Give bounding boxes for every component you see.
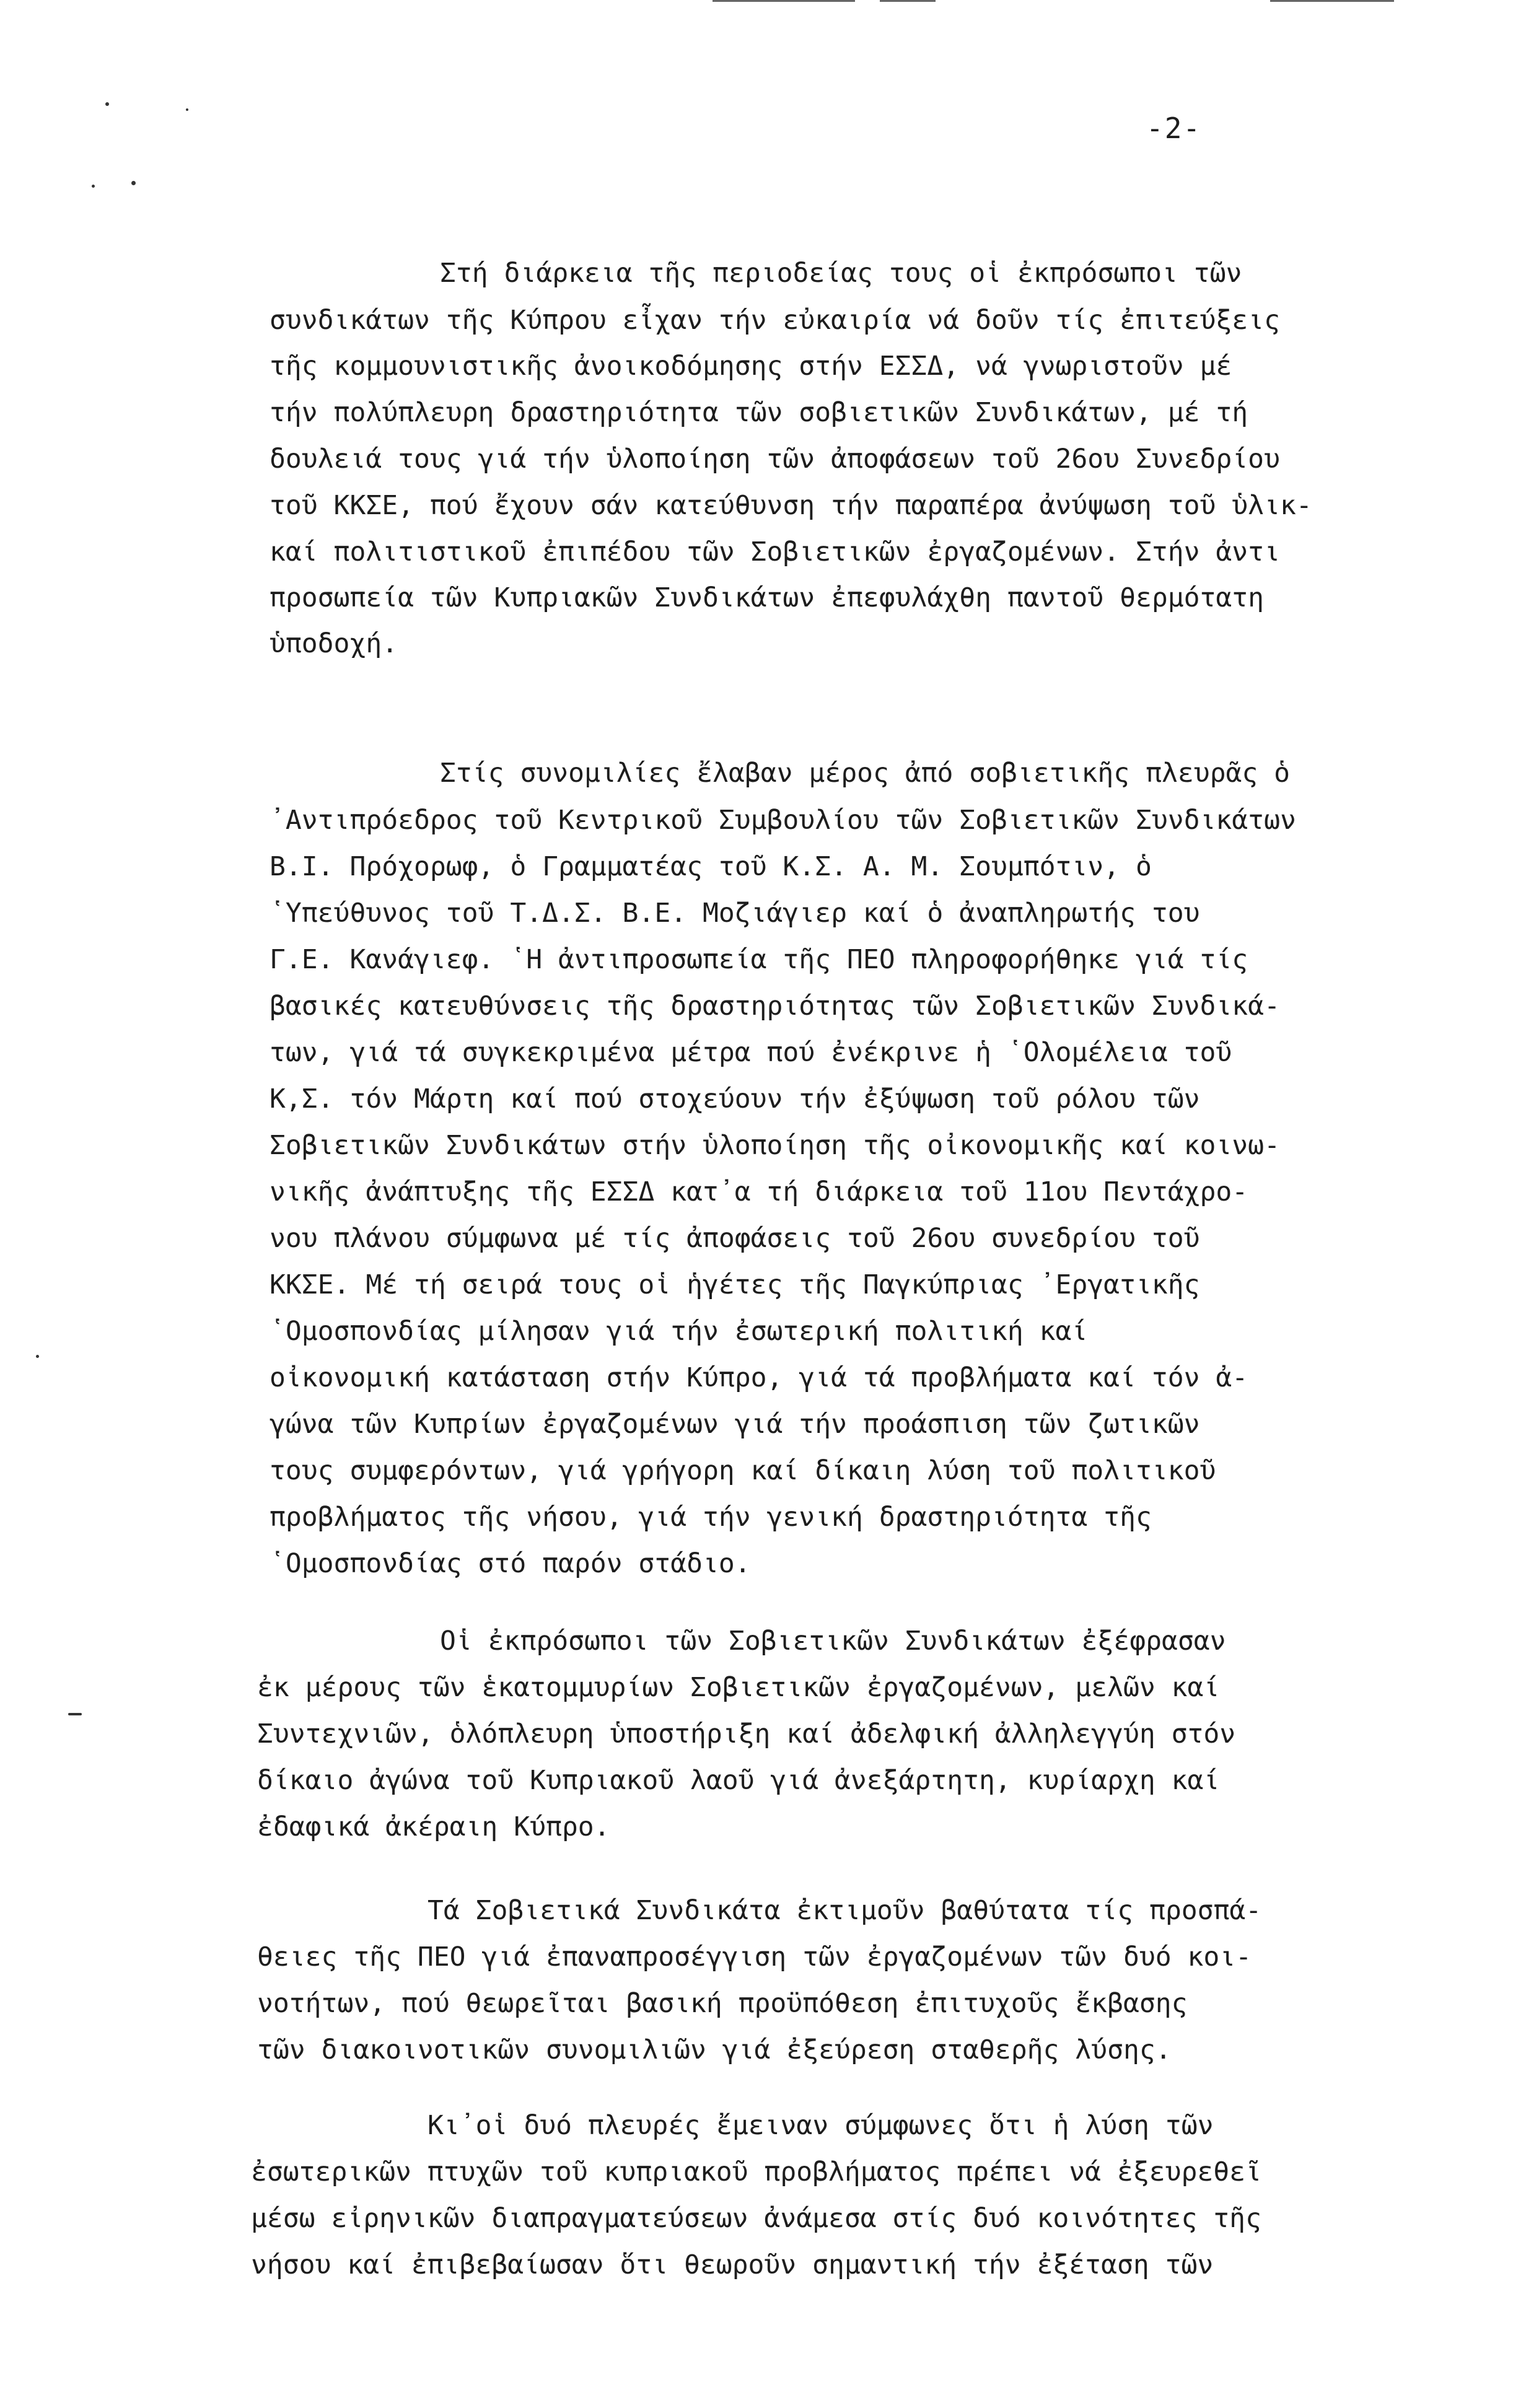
text-line: Γ.Ε. Κανάγιεφ. ῾Η ἀντιπροσωπεία τῆς ΠΕΟ πληροφορήθηκε γιά τίς — [270, 944, 1248, 975]
scan-speck — [105, 102, 109, 106]
page-number: -2- — [1146, 112, 1202, 145]
text-line: ᾿Αντιπρόεδρος τοῦ Κεντρικοῦ Συμβουλίου τῶν Σοβιετικῶν Συνδικάτων — [270, 805, 1296, 836]
text-line: Συντεχνιῶν, ὁλόπλευρη ὑποστήριξη καί ἀδελφική ἀλληλεγγύη στόν — [257, 1718, 1236, 1749]
scan-edge-mark — [880, 0, 936, 2]
text-line: δίκαιο ἀγώνα τοῦ Κυπριακοῦ λαοῦ γιά ἀνεξάρτητη, κυρίαρχη καί — [257, 1765, 1220, 1796]
text-line: ὑποδοχή. — [270, 628, 398, 659]
text-line: προβλήματος τῆς νήσου, γιά τήν γενική δραστηριότητα τῆς — [270, 1502, 1152, 1533]
text-line: τοῦ ΚΚΣΕ, πού ἔχουν σάν κατεύθυνση τήν παραπέρα ἀνύψωση τοῦ ὑλικ- — [270, 490, 1312, 521]
text-line: Β.Ι. Πρόχορωφ, ὁ Γραμματέας τοῦ Κ.Σ. Α. Μ. Σουμπότιν, ὁ — [270, 851, 1152, 882]
text-line: τῶν διακοινοτικῶν συνομιλιῶν γιά ἐξεύρεση σταθερῆς λύσης. — [257, 2034, 1172, 2065]
text-line: ἐδαφικά ἀκέραιη Κύπρο. — [257, 1811, 610, 1842]
text-line: βασικές κατευθύνσεις τῆς δραστηριότητας τῶν Σοβιετικῶν Συνδικά- — [270, 991, 1280, 1022]
text-line: των, γιά τά συγκεκριμένα μέτρα πού ἐνέκρινε ἡ ῾Ολομέλεια τοῦ — [270, 1037, 1232, 1068]
text-line: ἐκ μέρους τῶν ἑκατομμυρίων Σοβιετικῶν ἐργαζομένων, μελῶν καί — [257, 1672, 1220, 1703]
text-line: γώνα τῶν Κυπρίων ἐργαζομένων γιά τήν προάσπιση τῶν ζωτικῶν — [270, 1409, 1200, 1440]
text-line: καί πολιτιστικοῦ ἐπιπέδου τῶν Σοβιετικῶν ἐργαζομένων. Στήν ἀντι — [270, 536, 1280, 567]
text-line: ῾Ομοσπονδίας στό παρόν στάδιο. — [270, 1548, 751, 1579]
text-line: ῾Ομοσπονδίας μίλησαν γιά τήν ἐσωτερική πολιτική καί — [270, 1316, 1088, 1347]
scan-edge-mark — [713, 0, 855, 2]
text-line: μέσω εἰρηνικῶν διαπραγματεύσεων ἀνάμεσα στίς δυό κοινότητες τῆς — [251, 2203, 1261, 2234]
scan-speck — [36, 1355, 39, 1358]
text-line: συνδικάτων τῆς Κύπρου εἶχαν τήν εὐκαιρία νά δοῦν τίς ἐπιτεύξεις — [270, 305, 1280, 336]
text-line: νοτήτων, πού θεωρεῖται βασική προϋπόθεση ἐπιτυχοῦς ἔκβασης — [257, 1988, 1188, 2019]
scan-edge-mark — [1270, 0, 1394, 2]
scan-speck — [186, 108, 188, 111]
text-line: Κ,Σ. τόν Μάρτη καί πού στοχεύουν τήν ἐξύψωση τοῦ ρόλου τῶν — [270, 1084, 1200, 1114]
text-line: ἐσωτερικῶν πτυχῶν τοῦ κυπριακοῦ προβλήματος πρέπει νά ἐξευρεθεῖ — [251, 2156, 1261, 2187]
text-line: Σοβιετικῶν Συνδικάτων στήν ὑλοποίηση τῆς οἰκονομικῆς καί κοινω- — [270, 1130, 1280, 1161]
scan-speck — [68, 1713, 82, 1715]
text-line: νήσου καί ἐπιβεβαίωσαν ὅτι θεωροῦν σημαντική τήν ἐξέταση τῶν — [251, 2249, 1214, 2280]
text-line: νου πλάνου σύμφωνα μέ τίς ἀποφάσεις τοῦ 26ου συνεδρίου τοῦ — [270, 1223, 1200, 1254]
text-line: Στή διάρκεια τῆς περιοδείας τους οἱ ἐκπρόσωποι τῶν — [440, 258, 1242, 289]
text-line: ΚΚΣΕ. Μέ τή σειρά τους οἱ ἡγέτες τῆς Παγκύπριας ᾿Εργατικῆς — [270, 1269, 1200, 1300]
text-line: τῆς κομμουνιστικῆς ἀνοικοδόμησης στήν ΕΣΣΔ, νά γνωριστοῦν μέ — [270, 351, 1232, 382]
text-line: Τά Σοβιετικά Συνδικάτα ἐκτιμοῦν βαθύτατα τίς προσπά- — [428, 1895, 1262, 1926]
text-line: νικῆς ἀνάπτυξης τῆς ΕΣΣΔ κατ᾿α τή διάρκεια τοῦ 11ου Πεντάχρο- — [270, 1176, 1248, 1207]
scan-speck — [131, 181, 136, 185]
text-line: τήν πολύπλευρη δραστηριότητα τῶν σοβιετικῶν Συνδικάτων, μέ τή — [270, 397, 1248, 428]
text-line: δουλειά τους γιά τήν ὑλοποίηση τῶν ἀποφάσεων τοῦ 26ου Συνεδρίου — [270, 444, 1280, 475]
text-line: θειες τῆς ΠΕΟ γιά ἐπαναπροσέγγιση τῶν ἐργαζομένων τῶν δυό κοι- — [257, 1942, 1252, 1972]
text-line: τους συμφερόντων, γιά γρήγορη καί δίκαιη λύση τοῦ πολιτικοῦ — [270, 1455, 1216, 1486]
text-line: Οἱ ἐκπρόσωποι τῶν Σοβιετικῶν Συνδικάτων ἐξέφρασαν — [440, 1626, 1226, 1657]
text-line: προσωπεία τῶν Κυπριακῶν Συνδικάτων ἐπεφυλάχθη παντοῦ θερμότατη — [270, 582, 1265, 613]
text-line: Στίς συνομιλίες ἔλαβαν μέρος ἀπό σοβιετικῆς πλευρᾶς ὁ — [440, 758, 1291, 789]
text-line: ῾Υπεύθυνος τοῦ Τ.Δ.Σ. Β.Ε. Μοζιάγιερ καί ὁ ἀναπληρωτής του — [270, 898, 1200, 929]
scan-speck — [92, 185, 95, 188]
text-line: Κι᾿οἱ δυό πλευρές ἔμειναν σύμφωνες ὅτι ἡ λύση τῶν — [428, 2110, 1214, 2141]
text-line: οἰκονομική κατάσταση στήν Κύπρο, γιά τά προβλήματα καί τόν ἀ- — [270, 1362, 1248, 1393]
